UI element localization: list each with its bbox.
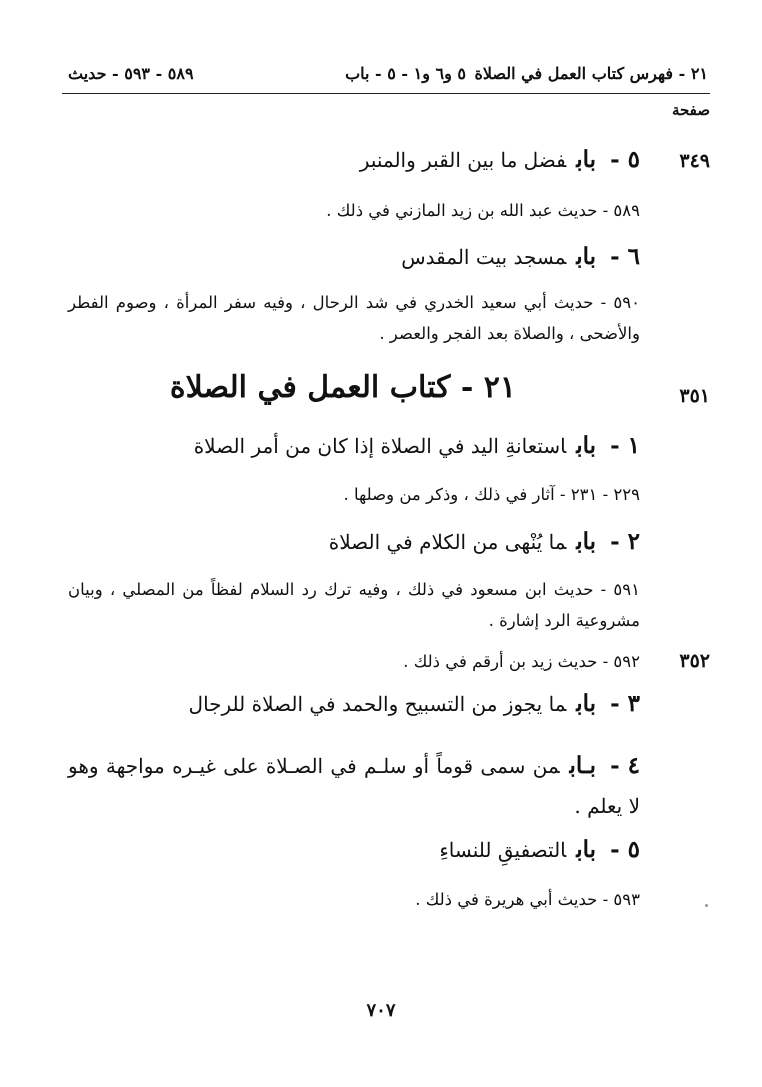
- bab-word: باب: [576, 836, 597, 863]
- bab-number: ٤ -: [610, 752, 640, 779]
- chapter-title: ٢١ - كتاب العمل في الصلاة: [169, 370, 516, 405]
- bab-number: ٦ -: [610, 243, 640, 270]
- bab-title: استعانةِ اليد في الصلاة إذا كان من أمر الصلاة: [193, 434, 567, 458]
- bab-title: فضل ما بين القبر والمنبر: [359, 148, 567, 172]
- bab-number: ١ -: [610, 432, 640, 459]
- header-divider: [62, 93, 710, 94]
- speck: [705, 904, 708, 907]
- bab-title: مسجد بيت المقدس: [401, 245, 567, 269]
- bab-heading-6: [401, 243, 640, 270]
- hadith-593: ٥٩٣ - حديث أبي هريرة في ذلك .: [415, 890, 640, 909]
- bab-heading-1: [194, 432, 640, 459]
- bab-heading-5: [360, 146, 640, 173]
- bab-title: ما يجوز من التسبيح والحمد في الصلاة للرجال: [188, 692, 567, 716]
- bab-title: من سمى قوماً أو سلـم في الصـلاة على غيـره مواجهة وهو لا يعلم .: [68, 754, 640, 818]
- page-ref-352: ٣٥٢: [679, 650, 710, 672]
- hadith-592: ٥٩٢ - حديث زيد بن أرقم في ذلك .: [403, 652, 640, 671]
- hadith-590: ٥٩٠ - حديث أبي سعيد الخدري في شد الرحال ، وفيه سفر المرأة ، وصوم الفطر والأضحى ، والصلاة بعد الفجر والعصر .: [68, 293, 640, 343]
- page-ref-351: ٣٥١: [679, 385, 710, 407]
- header-bab-range: ٥ و٦ و١ - ٥ - باب: [345, 64, 466, 83]
- header-section-title: ٢١ - فهرس كتاب العمل في الصلاة: [474, 64, 708, 83]
- bab-heading-3: [189, 690, 640, 717]
- hadith-589: ٥٨٩ - حديث عبد الله بن زيد المازني في ذلك .: [326, 201, 640, 220]
- bab-title: ما يُنْهى من الكلام في الصلاة: [328, 530, 567, 554]
- page-column-label: صفحة: [671, 101, 710, 119]
- athar-229-231: ٢٢٩ - ٢٣١ - آثار في ذلك ، وذكر من وصلها .: [343, 485, 640, 504]
- bab-heading-4: [68, 746, 640, 826]
- bab-title: التصفيقِ للنساءِ: [439, 838, 567, 862]
- hadith-591: ٥٩١ - حديث ابن مسعود في ذلك ، وفيه ترك رد السلام لفظاً من المصلي ، وبيان مشروعية الرد إشارة .: [68, 580, 640, 630]
- bab-number: ٣ -: [610, 690, 640, 717]
- bab-heading-5b: [439, 836, 640, 863]
- bab-word: باب: [576, 243, 597, 270]
- bab-word: باب: [576, 146, 597, 173]
- bab-word: باب: [576, 432, 597, 459]
- bab-heading-2: [329, 528, 640, 555]
- bab-word: باب: [576, 528, 597, 555]
- bab-number: ٥ -: [610, 146, 640, 173]
- bab-number: ٢ -: [610, 528, 640, 555]
- bab-number: ٥ -: [610, 836, 640, 863]
- page-ref-349: ٣٤٩: [679, 150, 710, 172]
- bab-word: بـاب: [569, 752, 597, 779]
- header-hadith-range: ٥٨٩ - ٥٩٣ - حديث: [68, 64, 194, 83]
- bab-word: باب: [576, 690, 597, 717]
- page-number: ٧٠٧: [366, 1000, 396, 1021]
